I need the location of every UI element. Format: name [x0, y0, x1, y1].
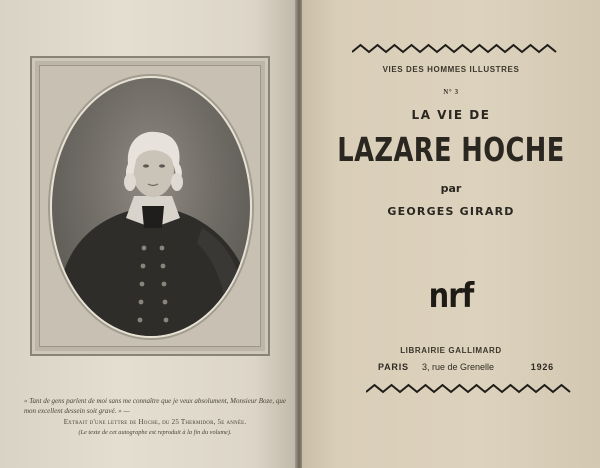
caption-quote: « Tant de gens parlent de moi sans me connaître que je veux absolument, Monsieur Boze, que mon excellent dessein soit gravé. » —	[24, 397, 286, 415]
by-word: par	[440, 182, 462, 195]
caption-note: (Le texte de cet autographe est reproduit à la fin du volume).	[78, 429, 232, 436]
portrait-plate	[30, 56, 270, 356]
portrait-oval	[50, 76, 252, 338]
bottom-zigzag-ornament	[366, 382, 571, 396]
book-title: LAZARE HOCHE	[337, 130, 565, 169]
top-zigzag-ornament	[352, 42, 557, 56]
imprint-address: 3, rue de Grenelle	[422, 362, 495, 372]
publisher-name: LIBRAIRIE GALLIMARD	[400, 346, 502, 355]
series-title: VIES DES HOMMES ILLUSTRES	[382, 65, 520, 74]
imprint-line	[378, 362, 554, 376]
nrf-logo: nrf	[428, 276, 474, 316]
left-page	[0, 0, 298, 468]
imprint-city: PARIS	[378, 362, 409, 372]
plate-inner-border	[39, 65, 261, 347]
title-prefix: LA VIE DE	[411, 108, 491, 122]
title-page	[302, 0, 600, 468]
author-name: GEORGES GIRARD	[387, 205, 515, 218]
portrait-figure	[52, 78, 252, 338]
portrait-caption	[24, 396, 286, 438]
caption-source: Extrait d'une lettre de Hoche, du 25 Thermidor, 5e année.	[63, 418, 247, 426]
imprint-year: 1926	[530, 362, 554, 372]
series-number: N° 3	[443, 88, 459, 96]
